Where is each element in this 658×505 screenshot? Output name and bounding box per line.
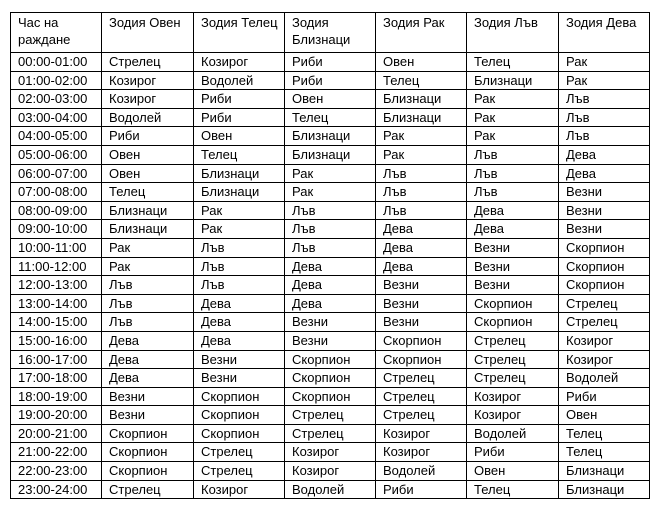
cell-aries: Лъв xyxy=(102,294,194,313)
cell-aries: Риби xyxy=(102,127,194,146)
cell-taurus: Близнаци xyxy=(194,164,285,183)
table-body xyxy=(11,53,650,499)
cell-aries: Стрелец xyxy=(102,480,194,499)
cell-aries: Близнаци xyxy=(102,201,194,220)
cell-taurus: Дева xyxy=(194,294,285,313)
cell-cancer: Везни xyxy=(376,276,467,295)
cell-gemini: Козирог xyxy=(285,443,376,462)
cell-aries: Везни xyxy=(102,387,194,406)
cell-taurus: Водолей xyxy=(194,71,285,90)
cell-cancer: Везни xyxy=(376,294,467,313)
table-row xyxy=(11,238,650,257)
cell-leo: Везни xyxy=(467,276,559,295)
cell-taurus: Козирог xyxy=(194,53,285,72)
cell-taurus: Телец xyxy=(194,145,285,164)
cell-cancer: Стрелец xyxy=(376,406,467,425)
cell-cancer: Везни xyxy=(376,313,467,332)
header-row xyxy=(11,13,650,53)
cell-cancer: Стрелец xyxy=(376,387,467,406)
cell-gemini: Дева xyxy=(285,257,376,276)
cell-birth-hour: 19:00-20:00 xyxy=(11,406,102,425)
cell-leo: Телец xyxy=(467,53,559,72)
cell-virgo: Везни xyxy=(559,201,650,220)
table-row xyxy=(11,90,650,109)
table-row xyxy=(11,145,650,164)
cell-birth-hour: 04:00-05:00 xyxy=(11,127,102,146)
cell-cancer: Лъв xyxy=(376,183,467,202)
cell-gemini: Лъв xyxy=(285,201,376,220)
cell-gemini: Близнаци xyxy=(285,145,376,164)
cell-leo: Близнаци xyxy=(467,71,559,90)
cell-cancer: Овен xyxy=(376,53,467,72)
cell-virgo: Стрелец xyxy=(559,294,650,313)
cell-gemini: Дева xyxy=(285,276,376,295)
cell-virgo: Стрелец xyxy=(559,313,650,332)
cell-taurus: Рак xyxy=(194,201,285,220)
cell-gemini: Лъв xyxy=(285,220,376,239)
cell-cancer: Рак xyxy=(376,145,467,164)
table-row xyxy=(11,369,650,388)
cell-gemini: Стрелец xyxy=(285,406,376,425)
table-row xyxy=(11,164,650,183)
table-row xyxy=(11,53,650,72)
table-row xyxy=(11,313,650,332)
cell-birth-hour: 15:00-16:00 xyxy=(11,331,102,350)
cell-taurus: Близнаци xyxy=(194,183,285,202)
cell-taurus: Овен xyxy=(194,127,285,146)
cell-cancer: Скорпион xyxy=(376,331,467,350)
cell-gemini: Риби xyxy=(285,71,376,90)
cell-birth-hour: 13:00-14:00 xyxy=(11,294,102,313)
cell-gemini: Близнаци xyxy=(285,127,376,146)
cell-leo: Лъв xyxy=(467,183,559,202)
cell-birth-hour: 11:00-12:00 xyxy=(11,257,102,276)
cell-cancer: Близнаци xyxy=(376,90,467,109)
cell-leo: Лъв xyxy=(467,145,559,164)
table-row xyxy=(11,201,650,220)
cell-aries: Везни xyxy=(102,406,194,425)
cell-cancer: Скорпион xyxy=(376,350,467,369)
cell-virgo: Лъв xyxy=(559,108,650,127)
cell-taurus: Везни xyxy=(194,350,285,369)
table-row xyxy=(11,480,650,499)
cell-birth-hour: 06:00-07:00 xyxy=(11,164,102,183)
cell-cancer: Рак xyxy=(376,127,467,146)
cell-virgo: Близнаци xyxy=(559,480,650,499)
cell-aries: Рак xyxy=(102,257,194,276)
table-row xyxy=(11,71,650,90)
cell-aries: Овен xyxy=(102,145,194,164)
cell-birth-hour: 08:00-09:00 xyxy=(11,201,102,220)
cell-leo: Лъв xyxy=(467,164,559,183)
cell-taurus: Лъв xyxy=(194,276,285,295)
cell-aries: Овен xyxy=(102,164,194,183)
cell-aries: Лъв xyxy=(102,313,194,332)
cell-virgo: Водолей xyxy=(559,369,650,388)
cell-birth-hour: 09:00-10:00 xyxy=(11,220,102,239)
cell-cancer: Стрелец xyxy=(376,369,467,388)
cell-leo: Стрелец xyxy=(467,369,559,388)
table-row xyxy=(11,424,650,443)
cell-gemini: Скорпион xyxy=(285,369,376,388)
cell-leo: Скорпион xyxy=(467,313,559,332)
cell-virgo: Везни xyxy=(559,183,650,202)
cell-leo: Риби xyxy=(467,443,559,462)
cell-taurus: Дева xyxy=(194,331,285,350)
cell-aries: Стрелец xyxy=(102,53,194,72)
cell-taurus: Риби xyxy=(194,90,285,109)
cell-aries: Дева xyxy=(102,331,194,350)
cell-cancer: Дева xyxy=(376,238,467,257)
cell-aries: Водолей xyxy=(102,108,194,127)
cell-leo: Везни xyxy=(467,257,559,276)
header-cancer: Зодия Рак xyxy=(376,13,467,53)
cell-virgo: Дева xyxy=(559,145,650,164)
cell-taurus: Скорпион xyxy=(194,387,285,406)
cell-cancer: Лъв xyxy=(376,201,467,220)
cell-birth-hour: 02:00-03:00 xyxy=(11,90,102,109)
cell-virgo: Скорпион xyxy=(559,257,650,276)
zodiac-ascendant-table xyxy=(10,12,650,499)
cell-virgo: Рак xyxy=(559,71,650,90)
cell-birth-hour: 05:00-06:00 xyxy=(11,145,102,164)
table-row xyxy=(11,331,650,350)
cell-leo: Водолей xyxy=(467,424,559,443)
cell-virgo: Скорпион xyxy=(559,276,650,295)
cell-virgo: Телец xyxy=(559,443,650,462)
cell-leo: Телец xyxy=(467,480,559,499)
cell-taurus: Стрелец xyxy=(194,462,285,481)
header-virgo: Зодия Дева xyxy=(559,13,650,53)
cell-virgo: Дева xyxy=(559,164,650,183)
header-aries: Зодия Овен xyxy=(102,13,194,53)
cell-aries: Дева xyxy=(102,369,194,388)
cell-virgo: Лъв xyxy=(559,90,650,109)
cell-virgo: Близнаци xyxy=(559,462,650,481)
cell-gemini: Дева xyxy=(285,294,376,313)
cell-gemini: Риби xyxy=(285,53,376,72)
table-row xyxy=(11,350,650,369)
cell-aries: Козирог xyxy=(102,71,194,90)
cell-taurus: Стрелец xyxy=(194,443,285,462)
cell-virgo: Козирог xyxy=(559,331,650,350)
table-header xyxy=(11,13,650,53)
cell-leo: Стрелец xyxy=(467,331,559,350)
cell-birth-hour: 03:00-04:00 xyxy=(11,108,102,127)
cell-birth-hour: 07:00-08:00 xyxy=(11,183,102,202)
cell-gemini: Везни xyxy=(285,331,376,350)
cell-taurus: Скорпион xyxy=(194,424,285,443)
cell-virgo: Козирог xyxy=(559,350,650,369)
cell-virgo: Овен xyxy=(559,406,650,425)
cell-cancer: Телец xyxy=(376,71,467,90)
table-row xyxy=(11,462,650,481)
cell-virgo: Телец xyxy=(559,424,650,443)
cell-aries: Козирог xyxy=(102,90,194,109)
cell-gemini: Стрелец xyxy=(285,424,376,443)
cell-aries: Скорпион xyxy=(102,424,194,443)
cell-birth-hour: 20:00-21:00 xyxy=(11,424,102,443)
cell-aries: Скорпион xyxy=(102,443,194,462)
cell-taurus: Дева xyxy=(194,313,285,332)
cell-birth-hour: 22:00-23:00 xyxy=(11,462,102,481)
cell-virgo: Рак xyxy=(559,53,650,72)
cell-aries: Лъв xyxy=(102,276,194,295)
cell-gemini: Везни xyxy=(285,313,376,332)
cell-virgo: Лъв xyxy=(559,127,650,146)
cell-birth-hour: 01:00-02:00 xyxy=(11,71,102,90)
cell-cancer: Козирог xyxy=(376,424,467,443)
cell-birth-hour: 23:00-24:00 xyxy=(11,480,102,499)
cell-taurus: Лъв xyxy=(194,257,285,276)
cell-birth-hour: 17:00-18:00 xyxy=(11,369,102,388)
cell-leo: Скорпион xyxy=(467,294,559,313)
cell-birth-hour: 00:00-01:00 xyxy=(11,53,102,72)
table-row xyxy=(11,406,650,425)
cell-gemini: Рак xyxy=(285,164,376,183)
cell-gemini: Овен xyxy=(285,90,376,109)
table-row xyxy=(11,220,650,239)
cell-cancer: Риби xyxy=(376,480,467,499)
cell-leo: Стрелец xyxy=(467,350,559,369)
cell-birth-hour: 12:00-13:00 xyxy=(11,276,102,295)
cell-cancer: Лъв xyxy=(376,164,467,183)
cell-birth-hour: 18:00-19:00 xyxy=(11,387,102,406)
cell-taurus: Рак xyxy=(194,220,285,239)
cell-birth-hour: 10:00-11:00 xyxy=(11,238,102,257)
cell-taurus: Риби xyxy=(194,108,285,127)
cell-cancer: Близнаци xyxy=(376,108,467,127)
cell-leo: Везни xyxy=(467,238,559,257)
table-row xyxy=(11,443,650,462)
cell-gemini: Рак xyxy=(285,183,376,202)
cell-cancer: Козирог xyxy=(376,443,467,462)
cell-birth-hour: 16:00-17:00 xyxy=(11,350,102,369)
cell-taurus: Везни xyxy=(194,369,285,388)
header-gemini: Зодия Близнаци xyxy=(285,13,376,53)
cell-leo: Рак xyxy=(467,127,559,146)
cell-taurus: Лъв xyxy=(194,238,285,257)
cell-gemini: Водолей xyxy=(285,480,376,499)
cell-aries: Близнаци xyxy=(102,220,194,239)
cell-gemini: Лъв xyxy=(285,238,376,257)
cell-cancer: Водолей xyxy=(376,462,467,481)
table-row xyxy=(11,127,650,146)
table-row xyxy=(11,276,650,295)
table-row xyxy=(11,257,650,276)
cell-virgo: Риби xyxy=(559,387,650,406)
cell-gemini: Телец xyxy=(285,108,376,127)
cell-leo: Дева xyxy=(467,201,559,220)
cell-gemini: Козирог xyxy=(285,462,376,481)
cell-aries: Дева xyxy=(102,350,194,369)
cell-aries: Телец xyxy=(102,183,194,202)
header-taurus: Зодия Телец xyxy=(194,13,285,53)
table-row xyxy=(11,387,650,406)
table-row xyxy=(11,108,650,127)
cell-gemini: Скорпион xyxy=(285,387,376,406)
table-row xyxy=(11,294,650,313)
cell-birth-hour: 14:00-15:00 xyxy=(11,313,102,332)
cell-aries: Рак xyxy=(102,238,194,257)
cell-cancer: Дева xyxy=(376,257,467,276)
table-row xyxy=(11,183,650,202)
cell-leo: Козирог xyxy=(467,406,559,425)
cell-aries: Скорпион xyxy=(102,462,194,481)
cell-virgo: Скорпион xyxy=(559,238,650,257)
cell-leo: Рак xyxy=(467,108,559,127)
cell-leo: Дева xyxy=(467,220,559,239)
cell-gemini: Скорпион xyxy=(285,350,376,369)
cell-cancer: Дева xyxy=(376,220,467,239)
cell-virgo: Везни xyxy=(559,220,650,239)
cell-taurus: Козирог xyxy=(194,480,285,499)
cell-taurus: Скорпион xyxy=(194,406,285,425)
cell-leo: Овен xyxy=(467,462,559,481)
header-birth-hour: Час на раждане xyxy=(11,13,102,53)
cell-leo: Козирог xyxy=(467,387,559,406)
cell-birth-hour: 21:00-22:00 xyxy=(11,443,102,462)
cell-leo: Рак xyxy=(467,90,559,109)
header-leo: Зодия Лъв xyxy=(467,13,559,53)
